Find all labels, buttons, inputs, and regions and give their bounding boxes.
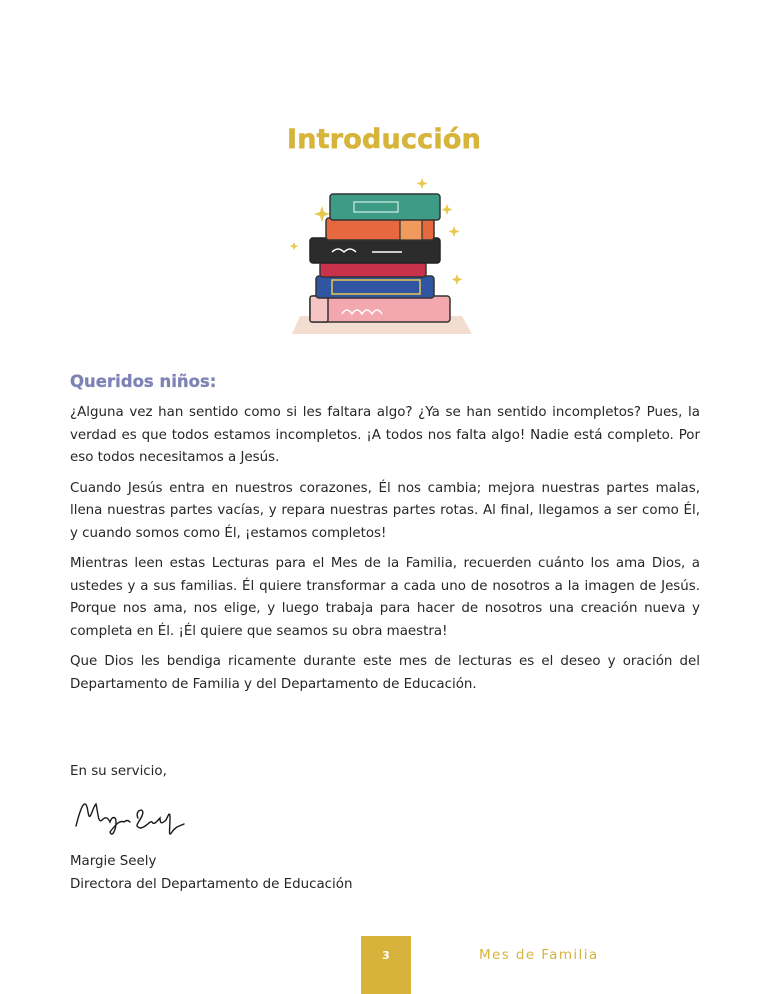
paragraph: ¿Alguna vez han sentido como si les faltara algo? ¿Ya se han sentido incompletos? Pues, la verdad es que todos estamos incompletos. ¡A todos nos falta algo! Nadie está completo. Por eso todos necesitamos a Jesús. bbox=[70, 405, 700, 465]
stack-of-books-icon bbox=[282, 176, 482, 341]
footer-title: Mes de Familia bbox=[479, 947, 599, 963]
signer-name: Margie Seely bbox=[70, 854, 157, 869]
letter-body bbox=[70, 402, 700, 704]
signer-block bbox=[70, 850, 352, 896]
signature-image bbox=[72, 790, 187, 842]
page-title: Introducción bbox=[286, 124, 482, 155]
greeting: Queridos niños: bbox=[70, 372, 217, 391]
paragraph: Mientras leen estas Lecturas para el Mes de la Familia, recuerden cuánto los ama Dios, a ustedes y a sus familias. Él quiere transformar a cada uno de nosotros a la imagen de Jesús. Porque nos ama, nos elige, y luego trabaja para hacer de nosotros una creación nueva y completa en Él. ¡Él quiere que seamos su obra maestra! bbox=[70, 556, 700, 639]
paragraph: Cuando Jesús entra en nuestros corazones, Él nos cambia; mejora nuestras partes malas, llena nuestras partes vacías, y repara nuestras partes rotas. Al final, llegamos a ser como Él, y cuando somos como Él, ¡estamos completos! bbox=[70, 480, 700, 541]
page-number-badge: 3 bbox=[361, 936, 411, 994]
signer-role: Directora del Departamento de Educación bbox=[70, 877, 353, 892]
closing-line: En su servicio, bbox=[70, 764, 167, 779]
paragraph: Que Dios les bendiga ricamente durante este mes de lecturas es el deseo y oración del Departamento de Familia y del Departamento de Educación. bbox=[70, 654, 700, 692]
